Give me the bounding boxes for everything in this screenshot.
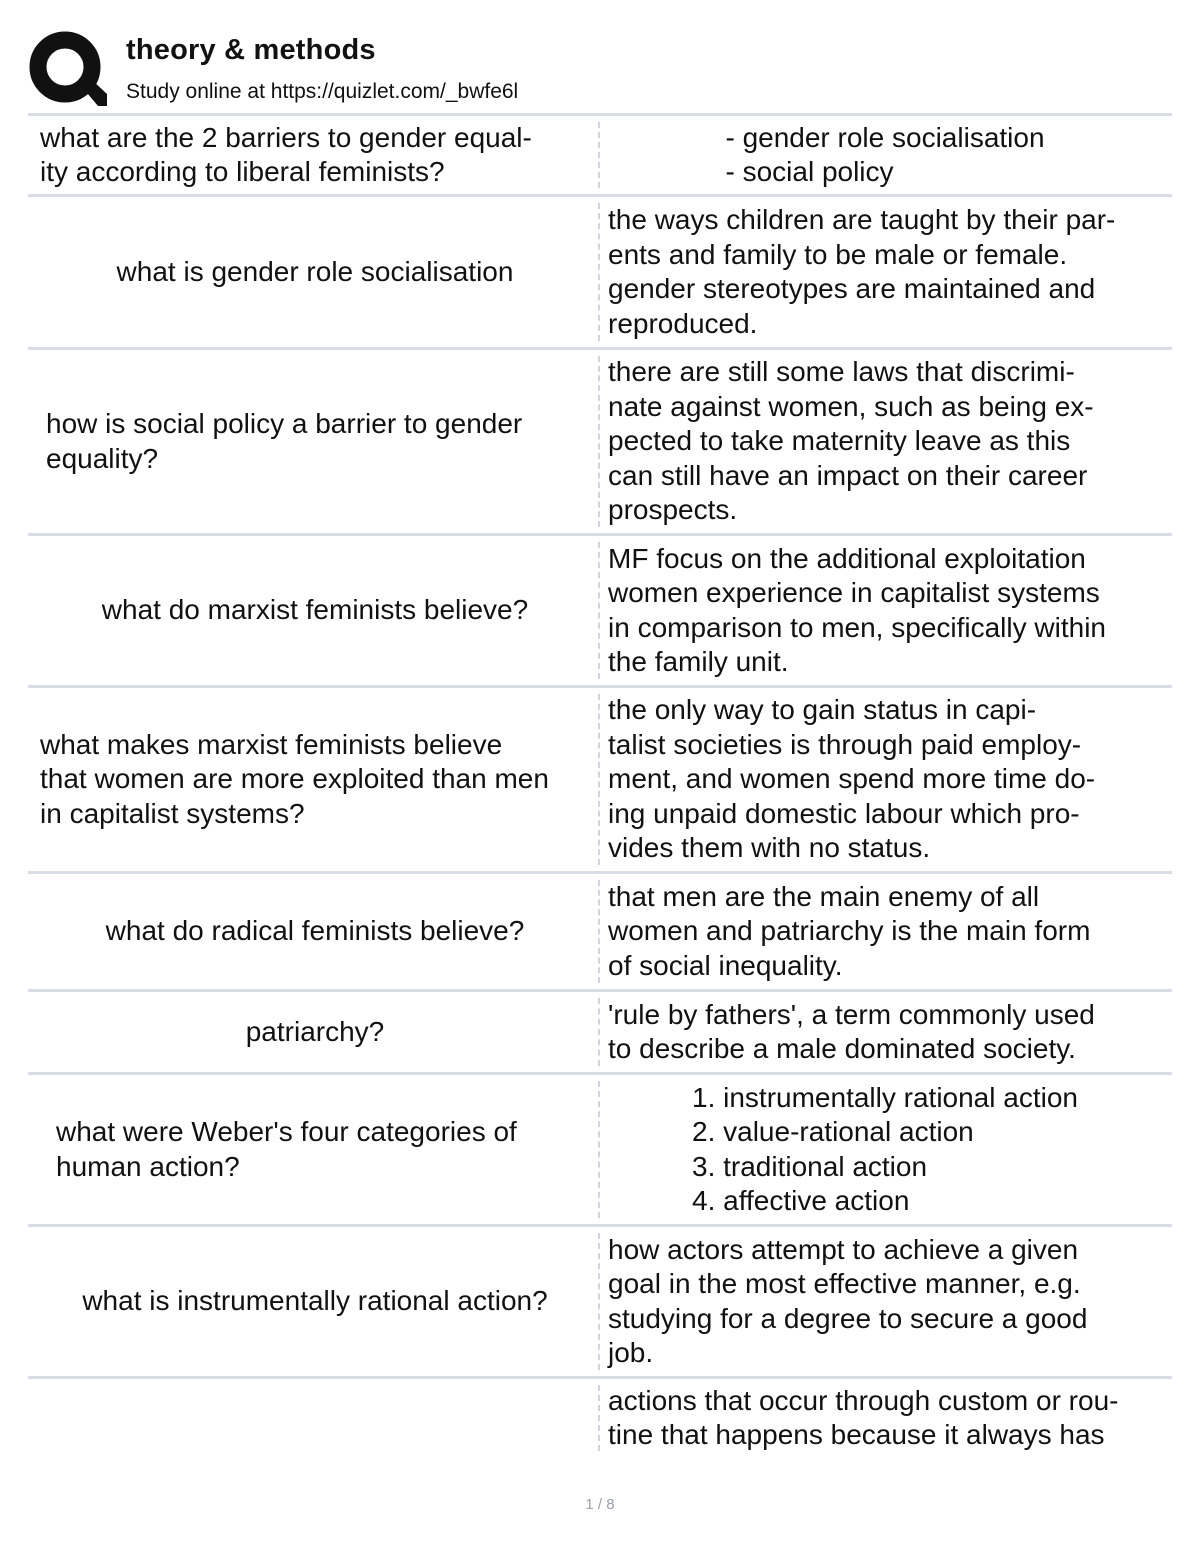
flashcard-row: [28, 1379, 1172, 1457]
card-definition-text: - gender role socialisation - social policy: [725, 121, 1045, 187]
card-term-text: what is instrumentally rational action?: [82, 1285, 548, 1317]
card-term-text: what do radical feminists believe?: [105, 915, 525, 947]
card-term: [28, 116, 598, 194]
card-definition: [600, 1075, 1172, 1224]
card-term-text: what were Weber's four categories of human action?: [56, 1116, 517, 1182]
flashcard-row: [28, 874, 1172, 992]
card-term: [28, 1379, 598, 1457]
flashcard-row: [28, 688, 1172, 874]
flashcard-row: [28, 350, 1172, 536]
card-definition: [600, 536, 1172, 685]
card-term: [28, 1227, 598, 1376]
card-definition-text: there are still some laws that discrimi- nate against women, such as being ex- pected to take maternity leave as this can still have an impact on their career prospects.: [608, 356, 1094, 526]
page-header: [28, 30, 1178, 110]
card-term: [28, 197, 598, 347]
card-term-text: what do marxist feminists believe?: [101, 594, 529, 626]
quizlet-q-logo-icon: [28, 30, 108, 108]
flashcard-row: [28, 116, 1172, 197]
set-title: theory & methods: [126, 34, 376, 66]
card-term-text: what are the 2 barriers to gender equal- ity according to liberal feminists?: [40, 121, 532, 187]
flashcard-row: [28, 197, 1172, 350]
card-definition-text: the ways children are taught by their par- ents and family to be male or female. gender stereotypes are maintained and reproduced.: [608, 204, 1116, 339]
flashcard-row: [28, 992, 1172, 1075]
card-definition: [600, 197, 1172, 347]
page-number: 1 / 8: [585, 1496, 615, 1513]
card-term-text: patriarchy?: [245, 1015, 385, 1047]
card-definition: [600, 1379, 1172, 1457]
card-term: [28, 536, 598, 685]
card-definition: [600, 350, 1172, 533]
card-definition-text: the only way to gain status in capi- talist societies is through paid employ- ment, and women spend more time do- ing unpaid domestic labour which pro- vides them with no status.: [608, 694, 1096, 864]
flashcard-row: [28, 536, 1172, 688]
card-definition-text: 'rule by fathers', a term commonly used to describe a male dominated society.: [608, 998, 1095, 1064]
flashcard-row: [28, 1227, 1172, 1379]
card-definition-text: 1. instrumentally rational action 2. value-rational action 3. traditional action 4. affective action: [692, 1081, 1078, 1216]
card-term-text: what makes marxist feminists believe that women are more exploited than men in capitalist systems?: [40, 728, 549, 829]
card-term: [28, 874, 598, 989]
card-definition: [600, 116, 1172, 194]
card-definition-text: that men are the main enemy of all women and patriarchy is the main form of social inequality.: [608, 880, 1091, 981]
card-term: [28, 992, 598, 1072]
flashcard-list: [28, 113, 1172, 1457]
card-term: [28, 350, 598, 533]
card-definition-text: MF focus on the additional exploitation women experience in capitalist systems in comparison to men, specifically within the family unit.: [608, 542, 1106, 677]
card-definition: [600, 874, 1172, 989]
card-definition-text: actions that occur through custom or rou- tine that happens because it always has: [608, 1384, 1119, 1450]
card-definition-text: how actors attempt to achieve a given goal in the most effective manner, e.g. studying for a degree to secure a good job.: [608, 1233, 1088, 1368]
card-definition: [600, 992, 1172, 1072]
card-term: [28, 688, 598, 871]
card-term: [28, 1075, 598, 1224]
card-term-text: what is gender role socialisation: [116, 255, 514, 287]
flashcard-row: [28, 1075, 1172, 1227]
study-online-link[interactable]: Study online at https://quizlet.com/_bwfe6l: [126, 80, 519, 103]
card-definition: [600, 688, 1172, 871]
card-term-text: how is social policy a barrier to gender equality?: [46, 408, 523, 474]
card-definition: [600, 1227, 1172, 1376]
